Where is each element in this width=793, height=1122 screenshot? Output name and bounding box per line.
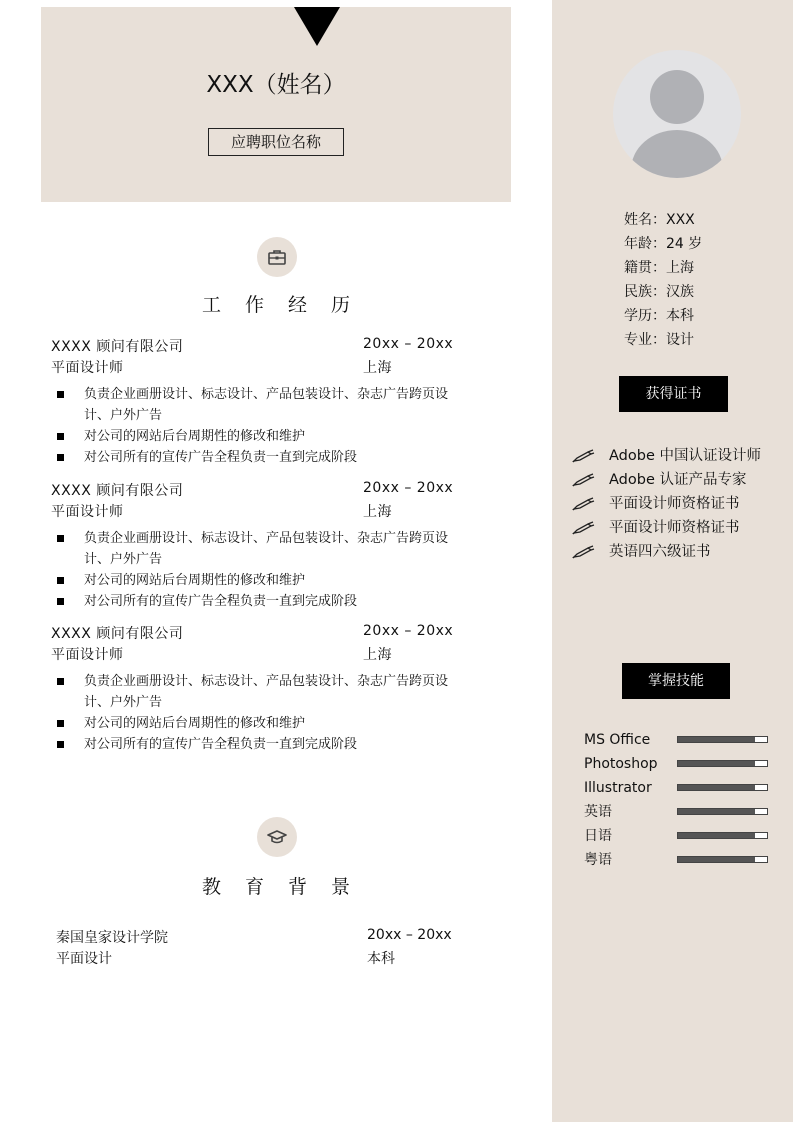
skill-bar — [677, 832, 768, 839]
skill-name: 粤语 — [584, 852, 612, 868]
profile-major: 专业：设计 — [624, 332, 694, 348]
list-item: Adobe 认证产品专家 — [572, 468, 761, 492]
candidate-name: XXX（姓名） — [206, 72, 346, 98]
pen-icon — [572, 473, 596, 487]
certificate-list — [572, 444, 761, 564]
skill-bar — [677, 760, 768, 767]
triangle-decoration-icon — [294, 7, 340, 46]
list-item: 负责企业画册设计、标志设计、产品包装设计、杂志广告跨页设计、户外广告 — [51, 384, 471, 426]
job-role: 平面设计师 — [51, 504, 124, 520]
education-entry — [56, 927, 476, 969]
skill-name: Illustrator — [584, 780, 652, 796]
work-period: 20xx – 20xx — [363, 623, 454, 639]
skill-name: Photoshop — [584, 756, 658, 772]
skill-row — [584, 800, 784, 824]
briefcase-icon — [257, 237, 297, 277]
major: 平面设计 — [56, 951, 112, 967]
list-item: 对公司的网站后台周期性的修改和维护 — [51, 570, 471, 591]
list-item: 负责企业画册设计、标志设计、产品包装设计、杂志广告跨页设计、户外广告 — [51, 671, 471, 713]
header-panel — [41, 7, 511, 202]
pen-icon — [572, 449, 596, 463]
certificates-title: 获得证书 — [619, 376, 728, 412]
list-item: 英语四六级证书 — [572, 540, 761, 564]
work-period: 20xx – 20xx — [363, 336, 454, 352]
pen-icon — [572, 521, 596, 535]
company-name: XXXX 顾问有限公司 — [51, 626, 184, 642]
work-section-title: 工 作 经 历 — [201, 294, 360, 316]
skill-list — [584, 728, 784, 872]
skill-name: 英语 — [584, 804, 612, 820]
sidebar — [552, 0, 793, 1122]
profile-name: 姓名：XXX — [624, 212, 695, 228]
education-period: 20xx – 20xx — [367, 927, 452, 943]
skill-name: 日语 — [584, 828, 612, 844]
skill-bar — [677, 736, 768, 743]
skill-bar — [677, 784, 768, 791]
list-item: Adobe 中国认证设计师 — [572, 444, 761, 468]
pen-icon — [572, 497, 596, 511]
work-location: 上海 — [363, 360, 392, 376]
position-title: 应聘职位名称 — [208, 128, 344, 156]
list-item: 对公司所有的宣传广告全程负责一直到完成阶段 — [51, 447, 471, 468]
list-item: 负责企业画册设计、标志设计、产品包装设计、杂志广告跨页设计、户外广告 — [51, 528, 471, 570]
duty-list — [51, 384, 471, 468]
skill-row — [584, 776, 784, 800]
list-item: 平面设计师资格证书 — [572, 516, 761, 540]
list-item: 平面设计师资格证书 — [572, 492, 761, 516]
duty-list — [51, 528, 471, 612]
skill-name: MS Office — [584, 732, 651, 748]
skill-bar — [677, 856, 768, 863]
degree: 本科 — [367, 951, 395, 967]
profile-info — [624, 208, 702, 352]
skill-row — [584, 824, 784, 848]
work-entry — [51, 480, 471, 612]
education-section-title: 教 育 背 景 — [201, 876, 360, 898]
avatar — [613, 50, 741, 178]
skill-row — [584, 728, 784, 752]
profile-ethnicity: 民族：汉族 — [624, 284, 694, 300]
graduation-cap-icon — [257, 817, 297, 857]
profile-age: 年龄：24 岁 — [624, 236, 703, 252]
list-item: 对公司所有的宣传广告全程负责一直到完成阶段 — [51, 591, 471, 612]
duty-list — [51, 671, 471, 755]
company-name: XXXX 顾问有限公司 — [51, 339, 184, 355]
list-item: 对公司的网站后台周期性的修改和维护 — [51, 713, 471, 734]
skills-title: 掌握技能 — [622, 663, 730, 699]
work-location: 上海 — [363, 647, 392, 663]
company-name: XXXX 顾问有限公司 — [51, 483, 184, 499]
list-item: 对公司所有的宣传广告全程负责一直到完成阶段 — [51, 734, 471, 755]
work-entry — [51, 623, 471, 755]
work-location: 上海 — [363, 504, 392, 520]
profile-hometown: 籍贯：上海 — [624, 260, 694, 276]
job-role: 平面设计师 — [51, 360, 124, 376]
work-period: 20xx – 20xx — [363, 480, 454, 496]
skill-row — [584, 848, 784, 872]
pen-icon — [572, 545, 596, 559]
skill-row — [584, 752, 784, 776]
job-role: 平面设计师 — [51, 647, 124, 663]
skill-bar — [677, 808, 768, 815]
profile-education: 学历：本科 — [624, 308, 694, 324]
school-name: 秦国皇家设计学院 — [56, 930, 168, 946]
work-entry — [51, 336, 471, 468]
list-item: 对公司的网站后台周期性的修改和维护 — [51, 426, 471, 447]
